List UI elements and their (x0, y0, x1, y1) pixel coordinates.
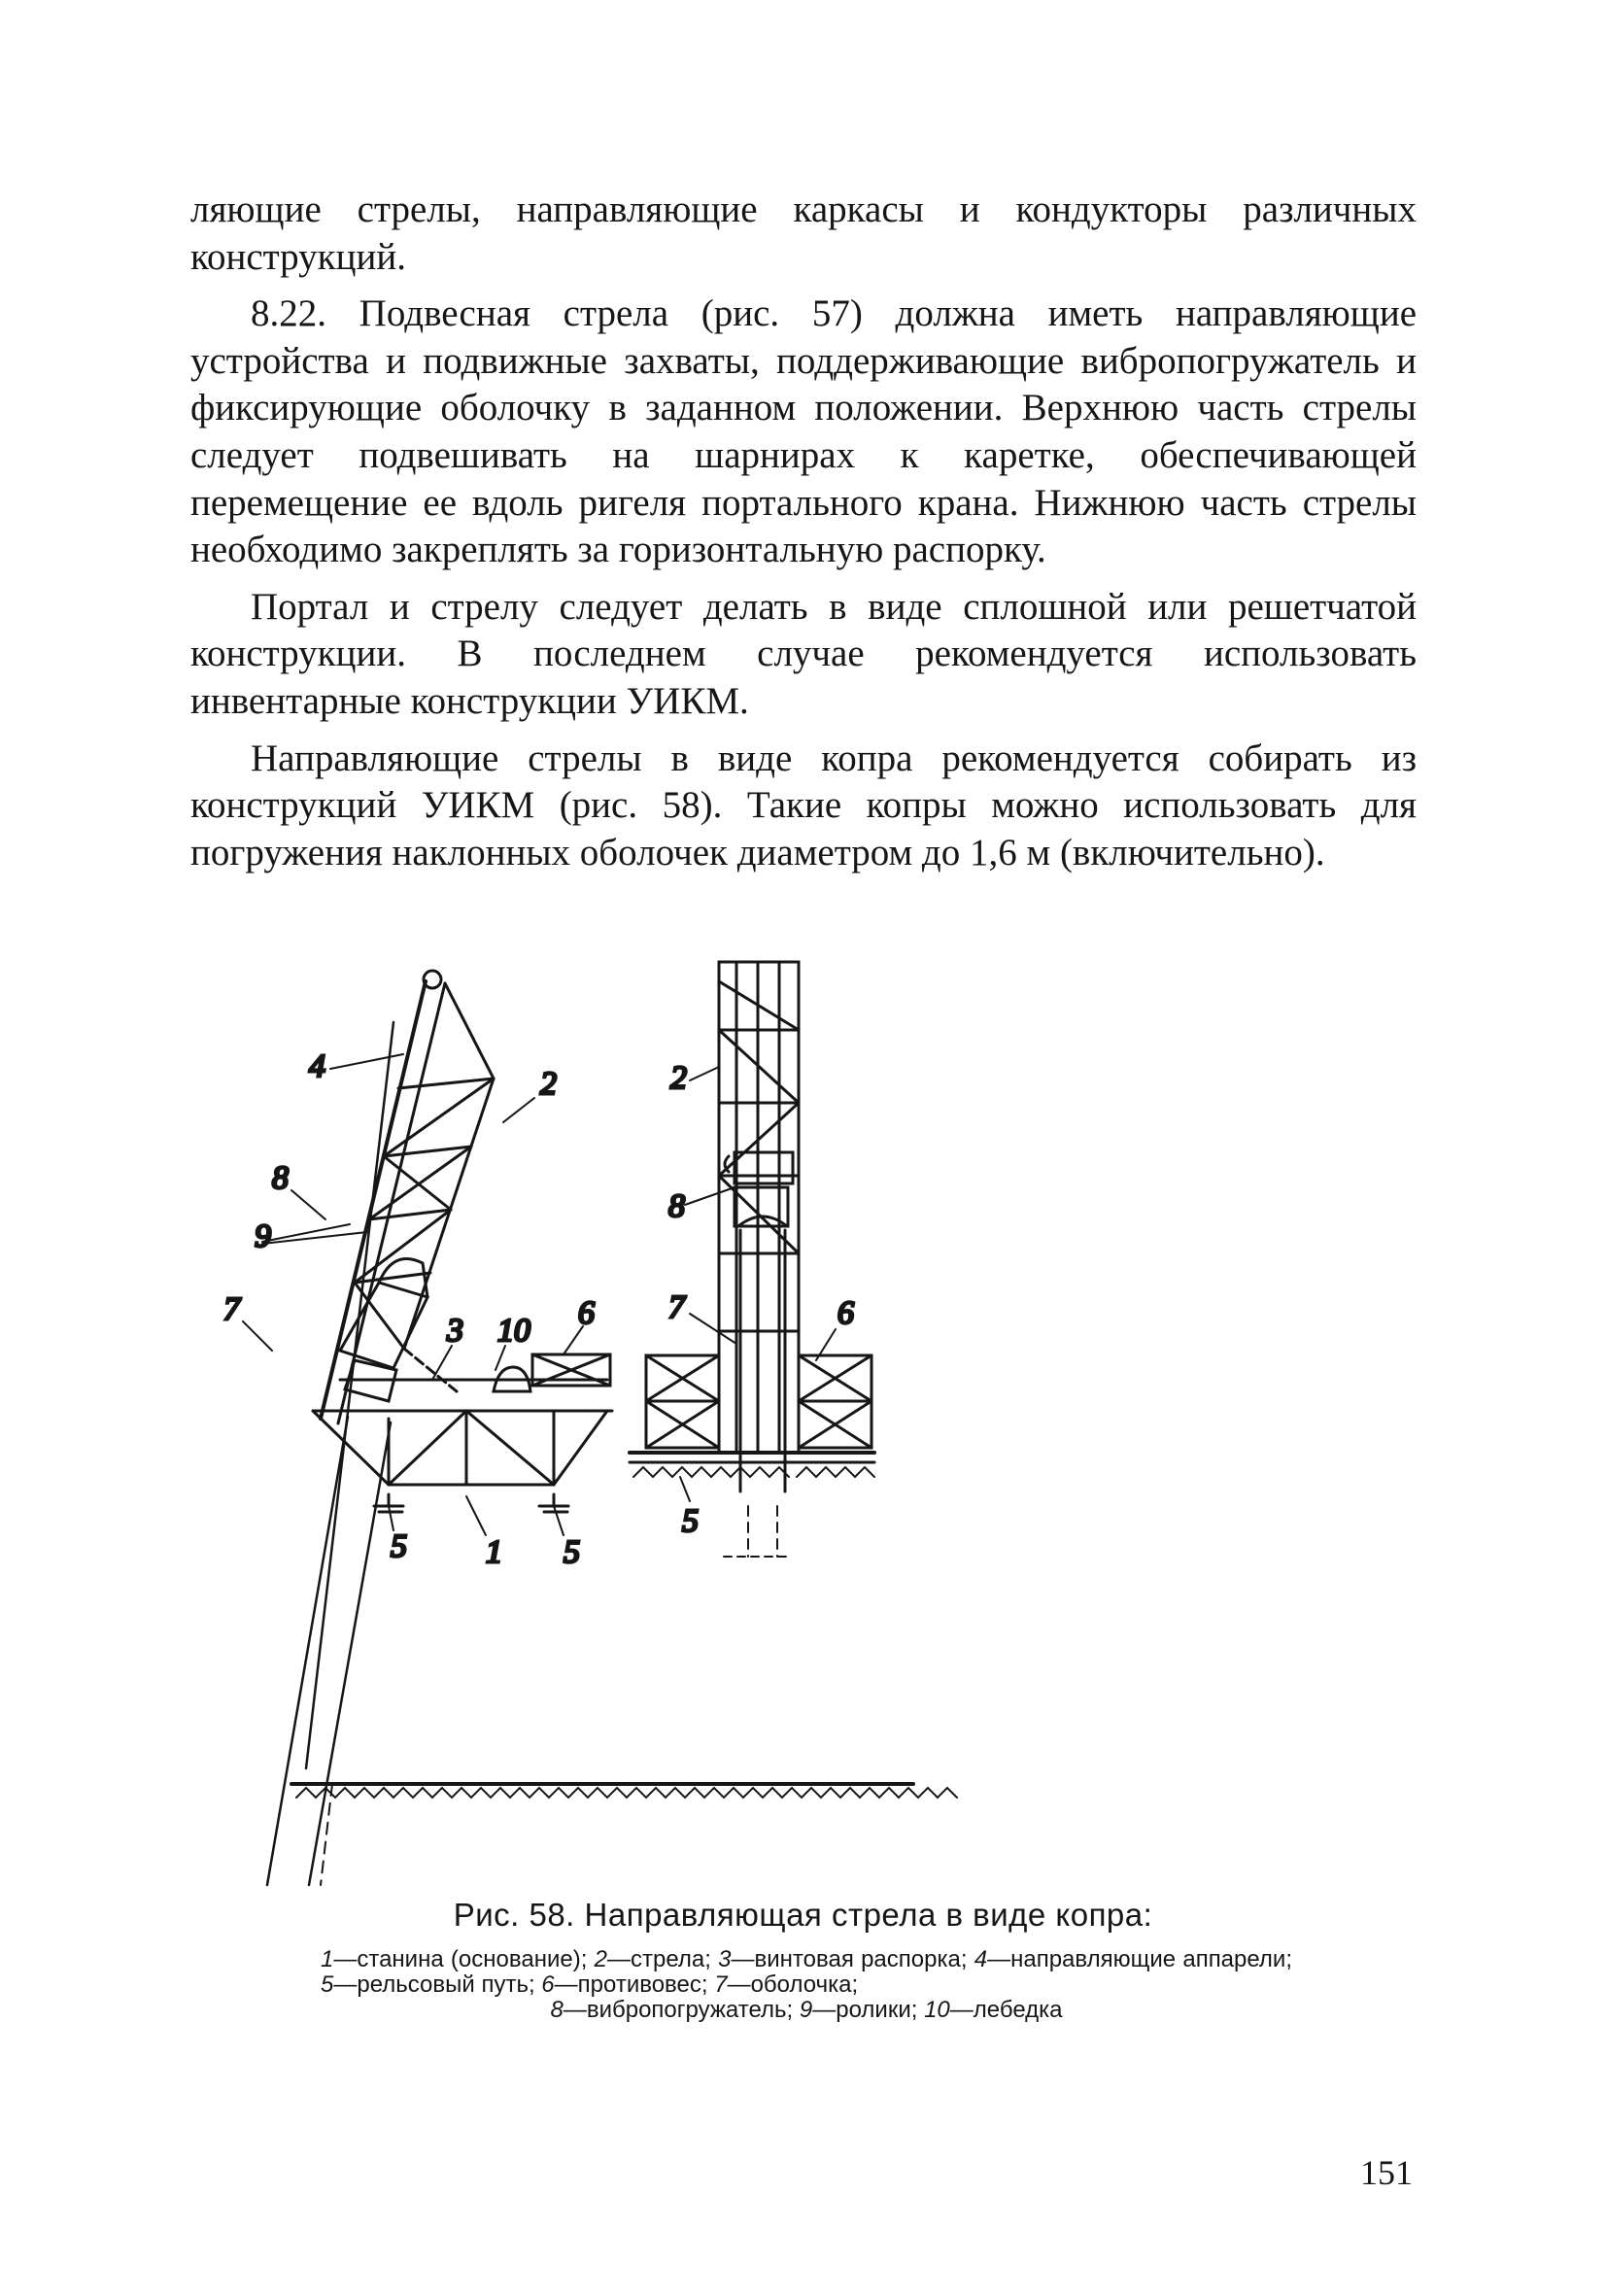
legend-last-line (321, 1998, 1292, 2023)
legend-item-6: 6—противовес; (541, 1971, 708, 1998)
left-label-3: 3 (447, 1313, 463, 1349)
legend-item-10: 10—лебедка (924, 1997, 1063, 2023)
right-label-5: 5 (682, 1503, 699, 1539)
paragraph-3: Портал и стрелу следует делать в виде сплошной или решетчатой конструкции. В последнем случае рекомендуется использовать инвентарные конструкции УИКМ. (190, 585, 1417, 722)
right-label-6: 6 (837, 1295, 854, 1331)
figure-legend (321, 1947, 1292, 2023)
legend-item-8: 8—вибропогружатель; (550, 1997, 794, 2023)
body-text (190, 187, 1417, 876)
left-label-7: 7 (223, 1291, 240, 1327)
legend-item-7: 7—оболочка; (714, 1971, 859, 1998)
left-label-2: 2 (540, 1066, 557, 1102)
left-label-8: 8 (272, 1160, 289, 1196)
paragraph-2: 8.22. Подвесная стрела (рис. 57) должна иметь направляющие устройства и подвижные захваты, поддерживающие вибропогружатель и фиксирующие оболочку в заданном положении. Верхнюю часть стрелы следует подвешивать на шарнирах к каретке, обеспечивающей перемещение ее вдоль ригеля портального крана. Нижнюю часть стрелы необходимо закреплять за горизонтальную распорку. (190, 292, 1417, 571)
left-label-4: 4 (309, 1048, 325, 1084)
paragraph-1: ляющие стрелы, направляющие каркасы и кондукторы различных конструкций. (190, 188, 1417, 278)
figure-58-drawing (223, 962, 1321, 1885)
left-view-drawing (243, 971, 957, 1885)
left-label-1: 1 (486, 1534, 502, 1570)
legend-item-1: 1—станина (основание); (321, 1946, 588, 1972)
page-number: 151 (1360, 2153, 1413, 2192)
legend-item-3: 3—винтовая распорка; (718, 1946, 968, 1972)
figure-caption-title: Рис. 58. Направляющая стрела в виде копра: (453, 1897, 1153, 1933)
right-view-drawing (630, 962, 874, 1557)
legend-item-2: 2—стрела; (594, 1946, 711, 1972)
legend-item-4: 4—направляющие аппарели; (974, 1946, 1293, 1972)
right-label-8: 8 (668, 1188, 685, 1224)
legend-item-5: 5—рельсовый путь; (321, 1971, 535, 1998)
left-label-5a: 5 (391, 1528, 407, 1564)
left-label-9: 9 (255, 1218, 271, 1254)
right-label-7: 7 (668, 1289, 685, 1325)
left-label-5b: 5 (564, 1534, 580, 1570)
left-label-6: 6 (578, 1295, 595, 1331)
right-label-2: 2 (670, 1060, 687, 1096)
paragraph-4: Направляющие стрелы в виде копра рекомендуется собирать из конструкций УИКМ (рис. 58). Такие копры можно использовать для погружения наклонных оболочек диаметром до 1,6 м (включительно). (190, 737, 1417, 874)
legend-item-9: 9—ролики; (799, 1997, 918, 2023)
left-label-10: 10 (497, 1313, 530, 1349)
